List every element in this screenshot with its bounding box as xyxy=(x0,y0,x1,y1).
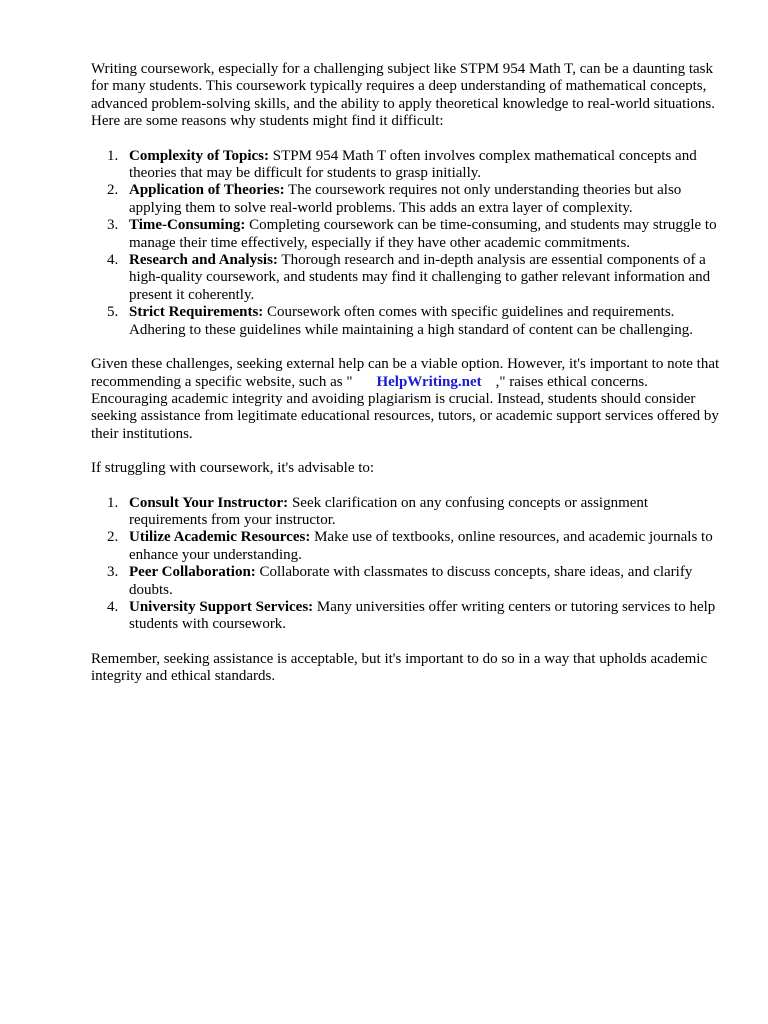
list-number: 3. xyxy=(107,564,119,581)
helpwriting-link[interactable]: HelpWriting.net xyxy=(376,373,482,390)
list-item xyxy=(91,495,723,530)
list-item-title: Peer Collaboration: xyxy=(129,564,256,581)
list-item-text: Coursework often comes with specific guidelines and requirements. Adhering to these guidelines while maintaining a high standard of content can be challenging. xyxy=(129,304,694,338)
list-item-text: Many universities offer writing centers or tutoring services to help students with coursework. xyxy=(129,598,716,633)
reasons-list xyxy=(91,148,723,339)
list-item-text: STPM 954 Math T often involves complex mathematical concepts and theories that may be difficult for students to grasp initially. xyxy=(129,147,697,182)
list-item-text: Make use of textbooks, online resources, and academic journals to enhance your understanding. xyxy=(129,529,713,563)
list-number: 2. xyxy=(107,182,119,199)
list-item xyxy=(91,304,723,339)
list-item xyxy=(91,148,723,183)
ethics-text-after: ," raises ethical concerns. Encouraging academic integrity and avoiding plagiarism is crucial. Instead, students should consider seeking assistance from legitimate educational resources, tutors, or academic support services offered by their institutions. xyxy=(91,373,719,442)
list-number: 4. xyxy=(107,598,119,615)
list-item xyxy=(91,529,723,564)
list-number: 5. xyxy=(107,304,119,321)
list-item xyxy=(91,217,723,252)
list-item-title: Consult Your Instructor: xyxy=(129,494,289,511)
list-number: 2. xyxy=(107,529,119,546)
list-number: 3. xyxy=(107,217,119,234)
list-item xyxy=(91,564,723,599)
list-item-title: Application of Theories: xyxy=(129,182,285,199)
ethics-text-before: Given these challenges, seeking external help can be a viable option. However, it's important to note that recommending a specific website, such as " xyxy=(91,356,720,390)
advise-intro: If struggling with coursework, it's advisable to: xyxy=(91,460,375,477)
list-item xyxy=(91,182,723,217)
intro-paragraph: Writing coursework, especially for a challenging subject like STPM 954 Math T, can be a daunting task for many students. This coursework typically requires a deep understanding of mathematical concepts, advanced problem-solving skills, and the ability to apply theoretical knowledge to real-world situations. Here are some reasons why students might find it difficult: xyxy=(91,61,716,130)
list-item-title: Strict Requirements: xyxy=(129,304,264,321)
list-item xyxy=(91,252,723,304)
advice-list xyxy=(91,495,723,634)
list-item-text: Collaborate with classmates to discuss concepts, share ideas, and clarify doubts. xyxy=(129,564,693,598)
list-item-title: Utilize Academic Resources: xyxy=(129,529,311,546)
list-number: 1. xyxy=(107,494,119,511)
list-item-text: Thorough research and in-depth analysis are essential components of a high-quality coursework, and students may find it challenging to gather relevant information and present it coherently. xyxy=(129,252,711,303)
list-item xyxy=(91,599,723,634)
list-item-text: Seek clarification on any confusing concepts or assignment requirements from your instructor. xyxy=(129,494,649,528)
list-item-title: Research and Analysis: xyxy=(129,252,278,269)
list-item-title: Complexity of Topics: xyxy=(129,147,270,164)
closing-paragraph: Remember, seeking assistance is acceptable, but it's important to do so in a way that upholds academic integrity and ethical standards. xyxy=(91,650,708,685)
list-item-text: Completing coursework can be time-consuming, and students may struggle to manage their time effectively, especially if they have other academic commitments. xyxy=(129,217,717,251)
document-page xyxy=(91,61,723,686)
list-item-title: Time-Consuming: xyxy=(129,217,246,234)
list-number: 4. xyxy=(107,252,119,269)
list-item-title: University Support Services: xyxy=(129,598,314,615)
list-item-text: The coursework requires not only understanding theories but also applying them to solve real-world problems. This adds an extra layer of complexity. xyxy=(129,182,682,216)
list-number: 1. xyxy=(107,147,119,164)
ethics-paragraph xyxy=(91,356,723,443)
